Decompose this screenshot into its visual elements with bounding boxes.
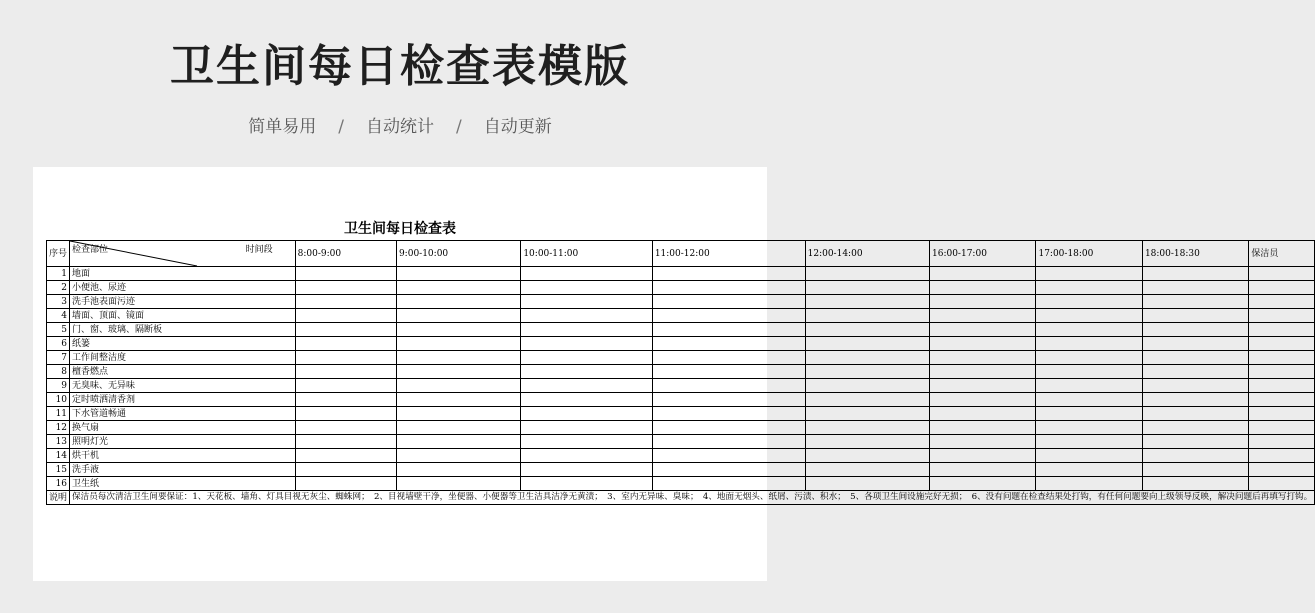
check-cell[interactable] — [1142, 463, 1248, 477]
check-cell[interactable] — [1036, 281, 1142, 295]
check-cell[interactable] — [1036, 365, 1142, 379]
table-row — [47, 449, 1315, 463]
check-cell[interactable] — [930, 351, 1036, 365]
header-dept: 检查部位 — [72, 245, 109, 255]
row-number: 5 — [47, 323, 70, 337]
row-number: 2 — [47, 281, 70, 295]
check-cell[interactable] — [652, 421, 805, 435]
row-item: 檀香燃点 — [70, 365, 296, 379]
check-cell[interactable] — [805, 421, 929, 435]
feature-tags — [0, 112, 800, 137]
check-cell[interactable] — [521, 365, 652, 379]
row-item: 烘干机 — [70, 449, 296, 463]
header-period: 时间段 — [245, 245, 273, 255]
check-cell[interactable] — [1142, 379, 1248, 393]
check-cell[interactable] — [1036, 449, 1142, 463]
check-cell[interactable] — [805, 323, 929, 337]
check-cell[interactable] — [396, 281, 520, 295]
check-cell[interactable] — [652, 337, 805, 351]
check-cell[interactable] — [652, 267, 805, 281]
check-cell[interactable] — [1249, 351, 1315, 365]
check-cell[interactable] — [805, 435, 929, 449]
row-number: 9 — [47, 379, 70, 393]
check-cell[interactable] — [521, 337, 652, 351]
check-cell[interactable] — [1249, 449, 1315, 463]
table-row — [47, 365, 1315, 379]
check-cell[interactable] — [652, 477, 805, 491]
check-cell[interactable] — [805, 365, 929, 379]
table-row — [47, 421, 1315, 435]
check-cell[interactable] — [396, 449, 520, 463]
check-cell[interactable] — [805, 281, 929, 295]
check-cell[interactable] — [1249, 379, 1315, 393]
table-row — [47, 463, 1315, 477]
check-cell[interactable] — [295, 393, 396, 407]
row-number: 6 — [47, 337, 70, 351]
check-cell[interactable] — [1142, 477, 1248, 491]
tag-auto-update: 自动更新 — [483, 117, 552, 137]
check-cell[interactable] — [521, 393, 652, 407]
check-cell[interactable] — [521, 435, 652, 449]
row-number: 14 — [47, 449, 70, 463]
check-cell[interactable] — [930, 309, 1036, 323]
check-cell[interactable] — [652, 379, 805, 393]
row-item: 工作间整洁度 — [70, 351, 296, 365]
check-cell[interactable] — [521, 323, 652, 337]
check-cell[interactable] — [396, 351, 520, 365]
checklist-table — [46, 240, 1315, 505]
header-cleaner: 保洁员 — [1249, 241, 1315, 267]
check-cell[interactable] — [396, 463, 520, 477]
header-slot: 12:00-14:00 — [805, 241, 929, 267]
check-cell[interactable] — [1249, 477, 1315, 491]
tag-auto-stats: 自动统计 — [366, 117, 434, 137]
check-cell[interactable] — [396, 379, 520, 393]
check-cell[interactable] — [805, 477, 929, 491]
row-number: 11 — [47, 407, 70, 421]
check-cell[interactable] — [1036, 379, 1142, 393]
check-cell[interactable] — [652, 393, 805, 407]
check-cell[interactable] — [930, 477, 1036, 491]
header-slot: 10:00-11:00 — [521, 241, 652, 267]
check-cell[interactable] — [805, 295, 929, 309]
check-cell[interactable] — [295, 337, 396, 351]
check-cell[interactable] — [805, 463, 929, 477]
check-cell[interactable] — [1142, 267, 1248, 281]
check-cell[interactable] — [930, 379, 1036, 393]
header-slot: 11:00-12:00 — [652, 241, 805, 267]
table-row — [47, 337, 1315, 351]
check-cell[interactable] — [930, 281, 1036, 295]
check-cell[interactable] — [396, 477, 520, 491]
check-cell[interactable] — [1249, 435, 1315, 449]
check-cell[interactable] — [1142, 281, 1248, 295]
table-row — [47, 351, 1315, 365]
row-item: 门、窗、玻璃、隔断板 — [70, 323, 296, 337]
check-cell[interactable] — [396, 365, 520, 379]
separator: / — [456, 117, 462, 137]
check-cell[interactable] — [396, 337, 520, 351]
row-item: 墙面、顶面、镜面 — [70, 309, 296, 323]
check-cell[interactable] — [521, 463, 652, 477]
check-cell[interactable] — [652, 463, 805, 477]
check-cell[interactable] — [295, 421, 396, 435]
check-cell[interactable] — [1036, 295, 1142, 309]
check-cell[interactable] — [1036, 421, 1142, 435]
check-cell[interactable] — [1142, 309, 1248, 323]
header-slot: 9:00-10:00 — [396, 241, 520, 267]
check-cell[interactable] — [1142, 435, 1248, 449]
check-cell[interactable] — [1036, 351, 1142, 365]
check-cell[interactable] — [930, 365, 1036, 379]
check-cell[interactable] — [1036, 463, 1142, 477]
check-cell[interactable] — [295, 379, 396, 393]
row-number: 12 — [47, 421, 70, 435]
header-slot: 18:00-18:30 — [1142, 241, 1248, 267]
check-cell[interactable] — [1036, 477, 1142, 491]
check-cell[interactable] — [1036, 337, 1142, 351]
header-slot: 16:00-17:00 — [930, 241, 1036, 267]
check-cell[interactable] — [805, 449, 929, 463]
table-row — [47, 281, 1315, 295]
table-row — [47, 309, 1315, 323]
header-slot: 17:00-18:00 — [1036, 241, 1142, 267]
check-cell[interactable] — [1249, 309, 1315, 323]
table-row — [47, 295, 1315, 309]
check-cell[interactable] — [521, 281, 652, 295]
tag-easy: 简单易用 — [248, 117, 317, 137]
check-cell[interactable] — [295, 477, 396, 491]
row-item: 无臭味、无异味 — [70, 379, 296, 393]
check-cell[interactable] — [396, 323, 520, 337]
check-cell[interactable] — [930, 393, 1036, 407]
check-cell[interactable] — [295, 281, 396, 295]
note-text: 保洁员每次清洁卫生间要保证：1、天花板、墙角、灯具目视无灰尘、蜘蛛网； 2、目视墙壁干净，坐便器、小便器等卫生洁具洁净无黄渍； 3、室内无异味、臭味； 4、地面无烟头、纸屑、污渍、积水； 5、各项卫生间设施完好无损； 6、没有问题在检查结果处打钩，有任何问题要向上级领导反映，解决问题后再填写打钩。 — [70, 491, 1315, 505]
check-cell[interactable] — [295, 435, 396, 449]
check-cell[interactable] — [930, 407, 1036, 421]
check-cell[interactable] — [652, 449, 805, 463]
check-cell[interactable] — [1142, 351, 1248, 365]
check-cell[interactable] — [805, 351, 929, 365]
check-cell[interactable] — [1249, 281, 1315, 295]
table-row — [47, 407, 1315, 421]
check-cell[interactable] — [930, 323, 1036, 337]
check-cell[interactable] — [396, 393, 520, 407]
check-cell[interactable] — [396, 407, 520, 421]
header-diagonal-cell — [70, 241, 296, 267]
row-number: 10 — [47, 393, 70, 407]
check-cell[interactable] — [805, 337, 929, 351]
check-cell[interactable] — [295, 449, 396, 463]
check-cell[interactable] — [521, 295, 652, 309]
check-cell[interactable] — [1036, 393, 1142, 407]
table-row — [47, 477, 1315, 491]
check-cell[interactable] — [652, 295, 805, 309]
row-item: 卫生纸 — [70, 477, 296, 491]
check-cell[interactable] — [930, 449, 1036, 463]
check-cell[interactable] — [930, 435, 1036, 449]
check-cell[interactable] — [930, 463, 1036, 477]
row-item: 定时喷洒清香剂 — [70, 393, 296, 407]
check-cell[interactable] — [1036, 435, 1142, 449]
check-cell[interactable] — [805, 267, 929, 281]
row-item: 纸篓 — [70, 337, 296, 351]
check-cell[interactable] — [396, 267, 520, 281]
note-label: 说明 — [47, 491, 70, 505]
check-cell[interactable] — [652, 435, 805, 449]
row-number: 16 — [47, 477, 70, 491]
sheet-title: 卫生间每日检查表 — [344, 221, 456, 237]
check-cell[interactable] — [295, 295, 396, 309]
check-cell[interactable] — [805, 309, 929, 323]
check-cell[interactable] — [1036, 323, 1142, 337]
check-cell[interactable] — [295, 309, 396, 323]
check-cell[interactable] — [396, 421, 520, 435]
check-cell[interactable] — [652, 281, 805, 295]
check-cell[interactable] — [1249, 295, 1315, 309]
check-cell[interactable] — [652, 407, 805, 421]
check-cell[interactable] — [521, 421, 652, 435]
check-cell[interactable] — [521, 267, 652, 281]
check-cell[interactable] — [295, 351, 396, 365]
check-cell[interactable] — [1142, 449, 1248, 463]
row-item: 地面 — [70, 267, 296, 281]
check-cell[interactable] — [521, 407, 652, 421]
row-item: 小便池、尿迹 — [70, 281, 296, 295]
row-number: 13 — [47, 435, 70, 449]
check-cell[interactable] — [1036, 267, 1142, 281]
header-row — [47, 241, 1315, 267]
row-item: 照明灯光 — [70, 435, 296, 449]
check-cell[interactable] — [521, 449, 652, 463]
check-cell[interactable] — [1142, 323, 1248, 337]
check-cell[interactable] — [521, 477, 652, 491]
check-cell[interactable] — [1249, 393, 1315, 407]
check-cell[interactable] — [930, 337, 1036, 351]
table-row — [47, 435, 1315, 449]
check-cell[interactable] — [295, 323, 396, 337]
header-seq: 序号 — [47, 241, 70, 267]
table-row — [47, 379, 1315, 393]
check-cell[interactable] — [295, 365, 396, 379]
check-cell[interactable] — [930, 295, 1036, 309]
table-row — [47, 323, 1315, 337]
page-title: 卫生间每日检查表模版 — [170, 41, 630, 92]
sheet-preview — [33, 167, 1313, 581]
check-cell[interactable] — [295, 463, 396, 477]
table-row — [47, 267, 1315, 281]
check-cell[interactable] — [652, 365, 805, 379]
check-cell[interactable] — [521, 379, 652, 393]
table-row — [47, 393, 1315, 407]
separator: / — [338, 117, 344, 137]
check-cell[interactable] — [1142, 421, 1248, 435]
row-item: 洗手池表面污迹 — [70, 295, 296, 309]
check-cell[interactable] — [930, 421, 1036, 435]
header-slot: 8:00-9:00 — [295, 241, 396, 267]
check-cell[interactable] — [396, 309, 520, 323]
check-cell[interactable] — [1249, 407, 1315, 421]
check-cell[interactable] — [1142, 295, 1248, 309]
row-item: 下水管道畅通 — [70, 407, 296, 421]
check-cell[interactable] — [521, 309, 652, 323]
check-cell[interactable] — [1142, 393, 1248, 407]
check-cell[interactable] — [930, 267, 1036, 281]
check-cell[interactable] — [396, 295, 520, 309]
check-cell[interactable] — [1249, 337, 1315, 351]
check-cell[interactable] — [396, 435, 520, 449]
check-cell[interactable] — [1142, 337, 1248, 351]
check-cell[interactable] — [1249, 421, 1315, 435]
row-number: 8 — [47, 365, 70, 379]
check-cell[interactable] — [652, 323, 805, 337]
check-cell[interactable] — [1036, 309, 1142, 323]
check-cell[interactable] — [1036, 407, 1142, 421]
row-number: 7 — [47, 351, 70, 365]
check-cell[interactable] — [1249, 267, 1315, 281]
check-cell[interactable] — [1249, 323, 1315, 337]
check-cell[interactable] — [521, 351, 652, 365]
check-cell[interactable] — [652, 309, 805, 323]
check-cell[interactable] — [295, 407, 396, 421]
check-cell[interactable] — [805, 393, 929, 407]
row-number: 15 — [47, 463, 70, 477]
note-row — [47, 491, 1315, 505]
check-cell[interactable] — [1142, 407, 1248, 421]
check-cell[interactable] — [652, 351, 805, 365]
check-cell[interactable] — [1142, 365, 1248, 379]
check-cell[interactable] — [295, 267, 396, 281]
check-cell[interactable] — [1249, 365, 1315, 379]
check-cell[interactable] — [1249, 463, 1315, 477]
check-cell[interactable] — [805, 379, 929, 393]
row-item: 洗手液 — [70, 463, 296, 477]
row-number: 3 — [47, 295, 70, 309]
row-number: 4 — [47, 309, 70, 323]
check-cell[interactable] — [805, 407, 929, 421]
row-number: 1 — [47, 267, 70, 281]
row-item: 换气扇 — [70, 421, 296, 435]
